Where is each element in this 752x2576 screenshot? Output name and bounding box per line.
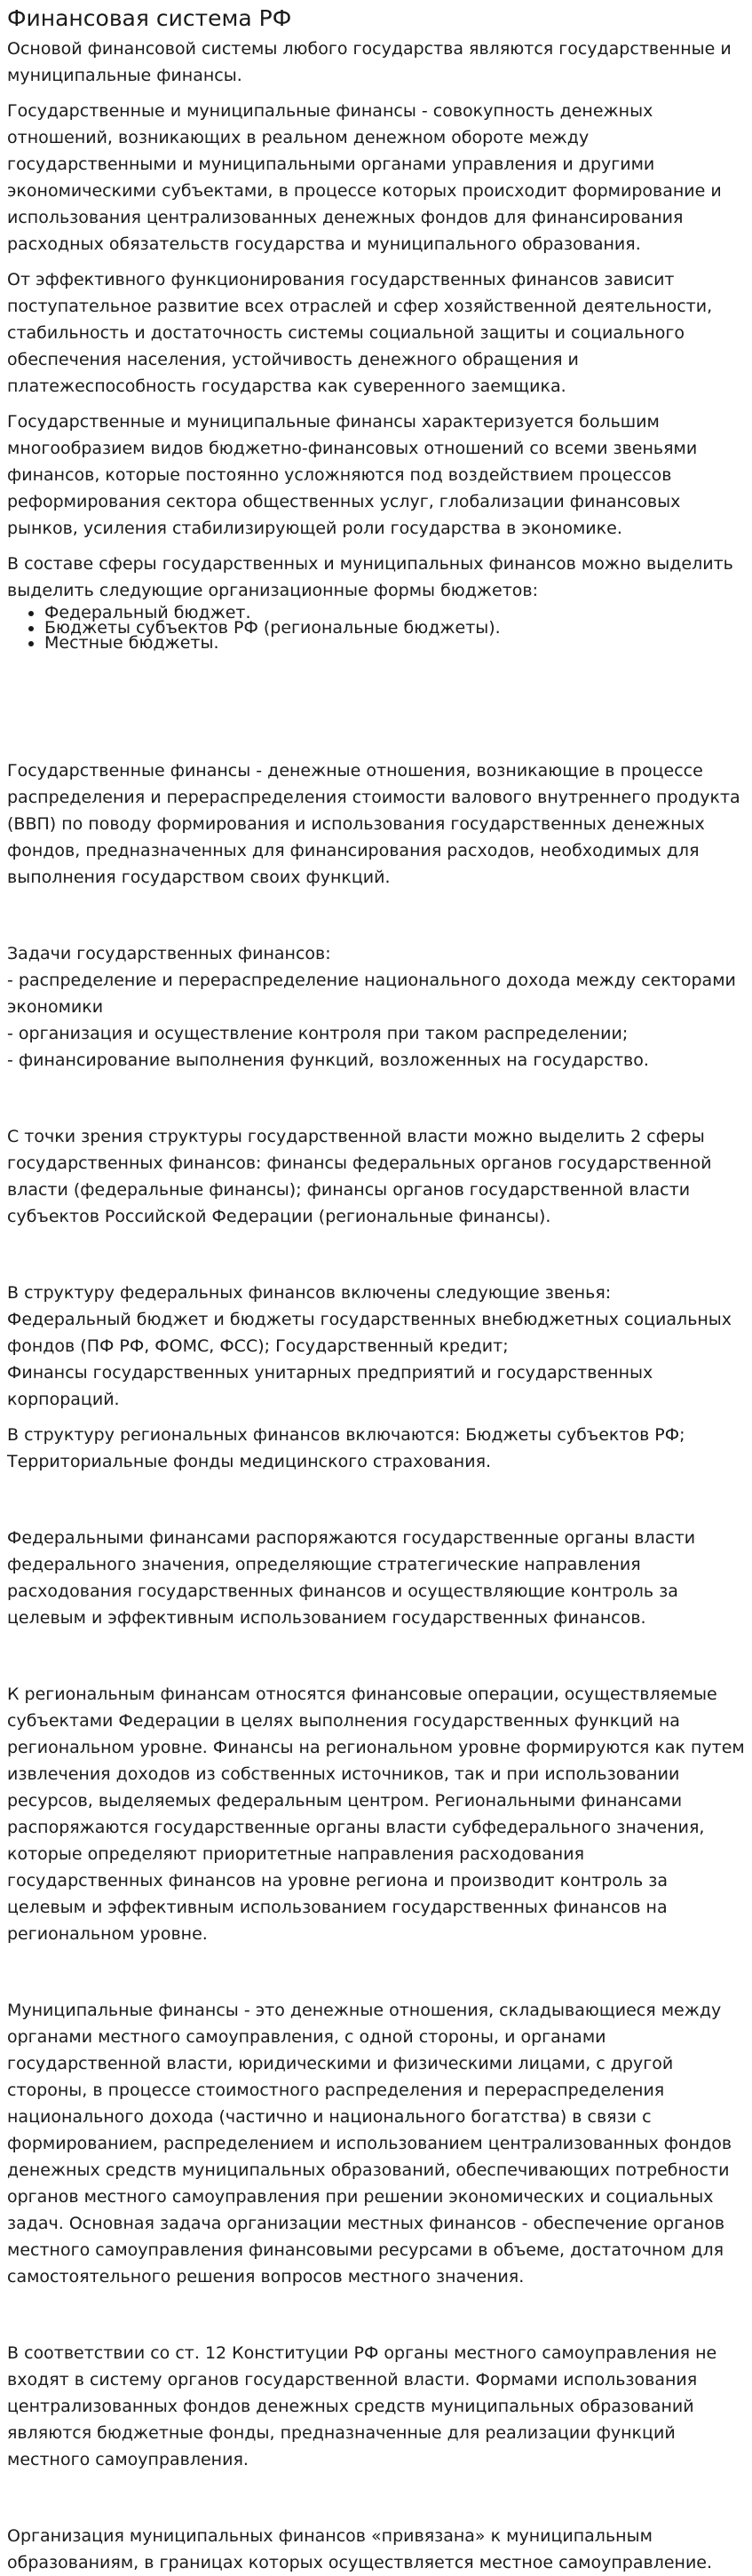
task-item: - организация и осуществление контроля при таком распределении; bbox=[7, 1024, 629, 1043]
characteristics-paragraph: Государственные и муниципальные финансы характеризуется большим многообразием видов бюджетно-финансовых отношений со всеми звеньями финансов, которые постоянно усложняются под воздействием процессов реформирования сектора общественных услуг, глобализации финансовых рынков, усиления стабилизирующей роли государства в экономике. bbox=[7, 412, 698, 538]
tasks-title: Задачи государственных финансов: bbox=[7, 944, 331, 963]
federal-structure-line: Финансы государственных унитарных предприятий и государственных корпораций. bbox=[7, 1363, 653, 1409]
constitution-paragraph: В соответствии со ст. 12 Конституции РФ органы местного самоуправления не входят в систему органов государственной власти. Формами использования централизованных фондов денежных средств муниципальных образований являются бюджетные фонды, предназначенные для реализации функций местного самоуправления. bbox=[7, 2343, 717, 2469]
power-structure-paragraph: С точки зрения структуры государственной власти можно выделить 2 сферы государственных финансов: финансы федеральных органов государственной власти (федеральные финансы); финансы органов государственной власти субъектов Российской Федерации (региональные финансы). bbox=[7, 1127, 712, 1226]
list-item: • Бюджеты субъектов РФ (региональные бюджеты). bbox=[44, 621, 745, 636]
intro-paragraph: Основой финансовой системы любого государства являются государственные и муниципальные финансы. bbox=[7, 39, 732, 85]
tasks-block bbox=[7, 940, 745, 1074]
budget-forms-intro: В составе сферы государственных и муниципальных финансов можно выделить выделить следующие организационные формы бюджетов: bbox=[7, 554, 733, 600]
federal-finance-paragraph: Федеральными финансами распоряжаются государственные органы власти федерального значения, определяющие стратегические направления расходования государственных финансов и осуществляющие контроль за целевым и эффективным использованием государственных финансов. bbox=[7, 1528, 696, 1628]
federal-structure-title: В структуру федеральных финансов включены следующие звенья: bbox=[7, 1283, 612, 1303]
list-item: • Федеральный бюджет. bbox=[44, 606, 745, 621]
list-item: • Местные бюджеты. bbox=[44, 636, 745, 651]
municipal-finance-paragraph: Муниципальные финансы - это денежные отношения, складывающиеся между органами местного самоуправления, с одной стороны, и органами государственной власти, юридическими и физическими лицами, с другой стороны, в процессе стоимостного распределения и перераспределения национального дохода (частично и национального богатства) в связи с формированием, распределением и использованием централизованных фондов денежных средств муниципальных образований, обеспечивающих потребности органов местного самоуправления при решении экономических и социальных задач. Основная задача организации местных финансов - обеспечение органов местного самоуправления финансовыми ресурсами в объеме, достаточном для самостоятельного решения вопросов местного значения. bbox=[7, 2001, 732, 2287]
budget-forms-list bbox=[7, 603, 745, 653]
federal-structure-block bbox=[7, 1280, 745, 1413]
regional-finance-paragraph: К региональным финансам относятся финансовые операции, осуществляемые субъектами Федерации в целях выполнения государственных функций на региональном уровне. Финансы на региональном уровне формируются как путем извлечения доходов из собственных источников, так и при использовании ресурсов, выделяемых федеральным центром. Региональными финансами распоряжаются государственные органы власти субфедерального значения, которые определяют приоритетные направления расходования государственных финансов на уровне региона и производит контроль за целевым и эффективным использованием государственных финансов на региональном уровне. bbox=[7, 1684, 745, 1944]
definition-paragraph: Государственные и муниципальные финансы - совокупность денежных отношений, возникающих в реальном денежном обороте между государственными и муниципальными органами управления и другими экономическими субъектами, в процессе которых происходит формирование и использования централизованных денежных фондов для финансирования расходных обязательств государства и муниципального образования. bbox=[7, 101, 722, 254]
importance-paragraph: От эффективного функционирования государственных финансов зависит поступательное развитие всех отраслей и сфер хозяйственной деятельности, стабильность и достаточность системы социальной защиты и социального обеспечения населения, устойчивость денежного обращения и платежеспособность государства как суверенного заемщика. bbox=[7, 270, 713, 396]
federal-structure-line: Федеральный бюджет и бюджеты государственных внебюджетных социальных фондов (ПФ РФ, ФОМС, ФСС); Государственный кредит; bbox=[7, 1310, 732, 1356]
task-item: - финансирование выполнения функций, возложенных на государство. bbox=[7, 1050, 649, 1070]
municipal-organization-paragraph: Организация муниципальных финансов «привязана» к муниципальным образованиям, в границах которых осуществляется местное самоуправление. bbox=[7, 2526, 713, 2572]
task-item: - распределение и перераспределение национального дохода между секторами экономики bbox=[7, 971, 736, 1017]
state-finance-definition: Государственные финансы - денежные отношения, возникающие в процессе распределения и перераспределения стоимости валового внутреннего продукта (ВВП) по поводу формирования и использования государственных денежных фондов, предназначенных для финансирования расходов, необходимых для выполнения государством своих функций. bbox=[7, 761, 740, 887]
regional-structure-paragraph: В структуру региональных финансов включаются: Бюджеты субъектов РФ; Территориальные фонды медицинского страхования. bbox=[7, 1425, 685, 1471]
page-title: Финансовая система РФ bbox=[7, 5, 292, 31]
